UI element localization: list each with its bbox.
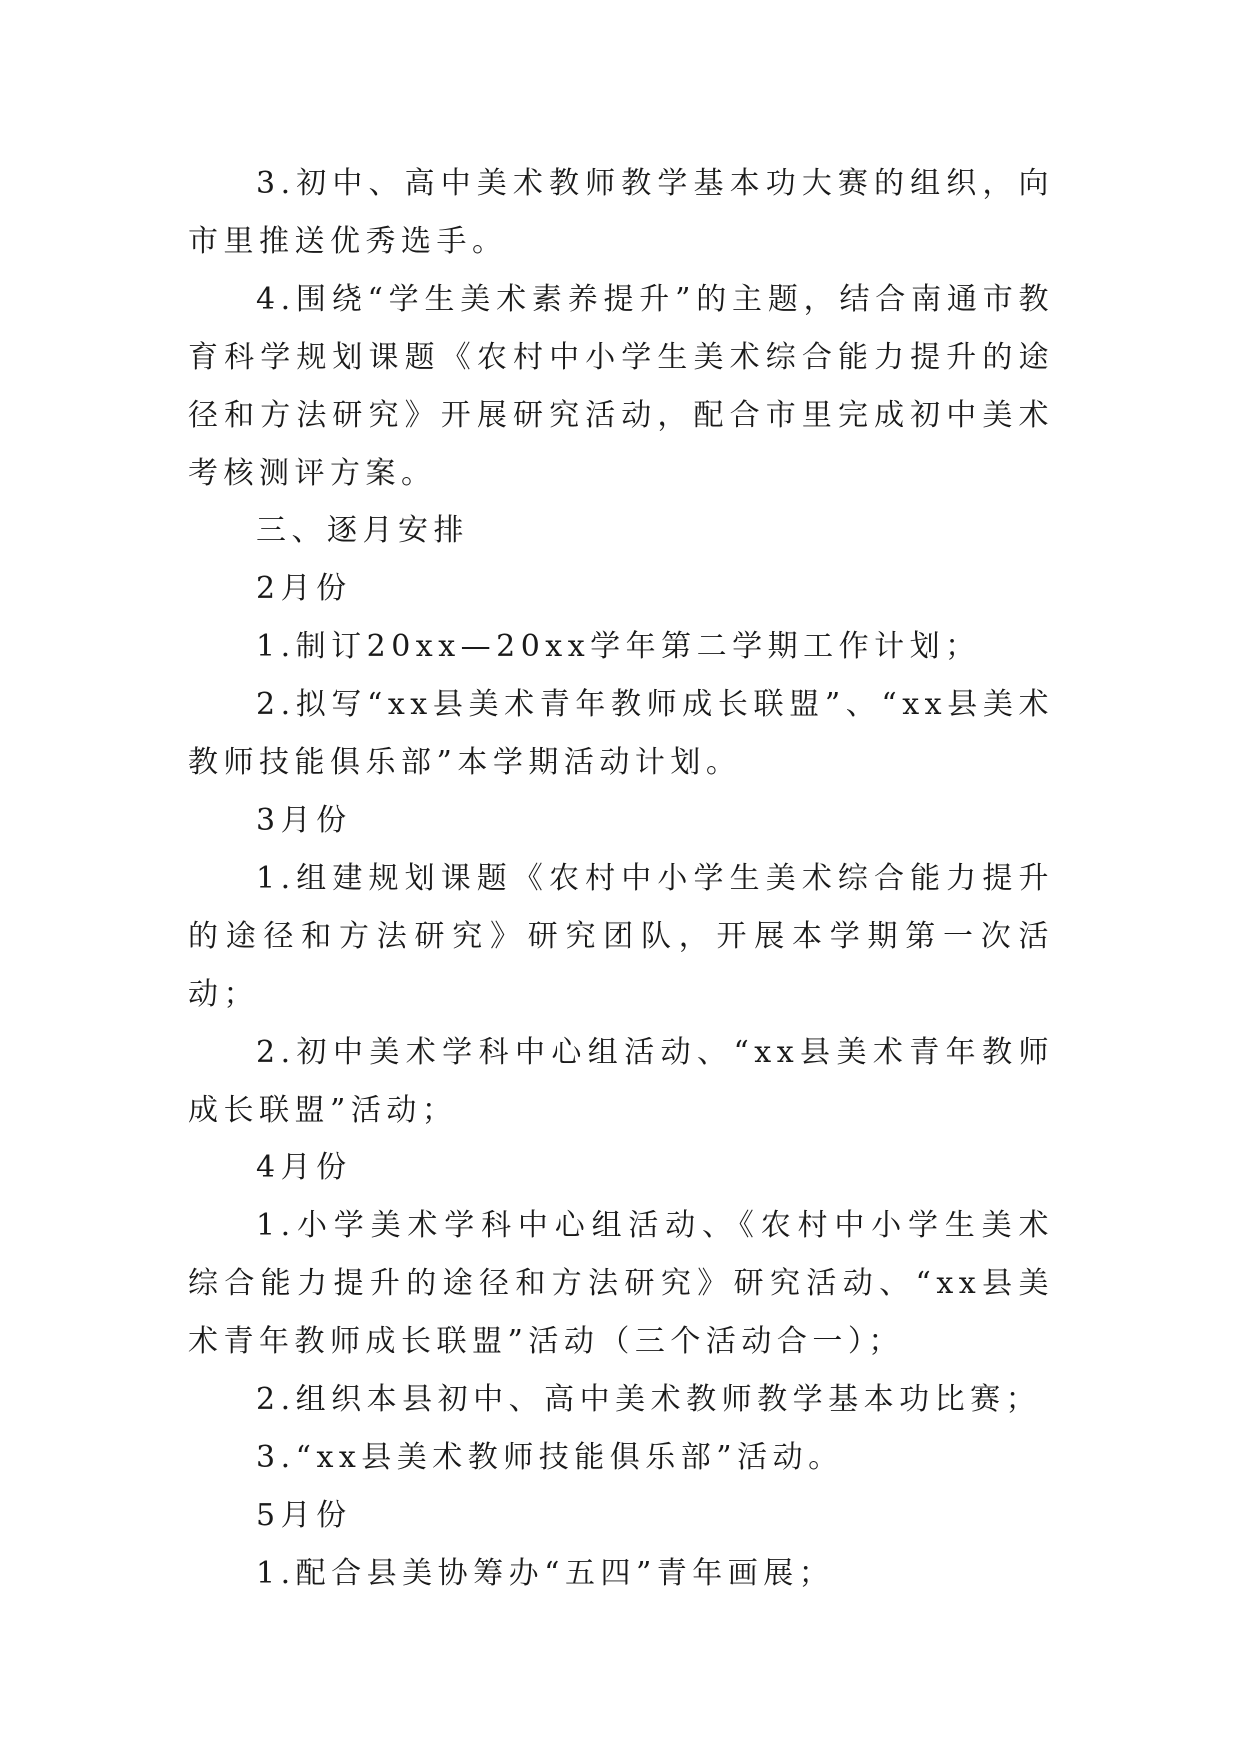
list-item: 2.拟写“xx县美术青年教师成长联盟”、“xx县美术教师技能俱乐部”本学期活动计划。 [188,687,1054,781]
document-body [188,155,1054,1603]
section-heading-monthly-schedule: 三、逐月安排 [256,513,469,549]
month-heading-april: 4月份 [256,1150,352,1186]
paragraph-item-3-selection: 3.初中、高中美术教师教学基本功大赛的组织，向市里推送优秀选手。 [188,166,1054,259]
month-heading-february: 2月份 [256,571,352,607]
month-heading-march: 3月份 [256,802,352,838]
list-item: 1.组建规划课题《农村中小学生美术综合能力提升的途径和方法研究》研究团队，开展本学期第一次活动； [188,860,1054,1012]
list-item: 1.小学美术学科中心组活动、《农村中小学生美术综合能力提升的途径和方法研究》研究活动、“xx县美术青年教师成长联盟”活动（三个活动合一）； [188,1208,1054,1360]
paragraph-item-4-research: 4.围绕“学生美术素养提升”的主题，结合南通市教育科学规划课题《农村中小学生美术综合能力提升的途径和方法研究》开展研究活动，配合市里完成初中美术考核测评方案。 [188,281,1054,491]
month-heading-may: 5月份 [256,1497,352,1533]
list-item: 3.“xx县美术教师技能俱乐部”活动。 [256,1439,844,1475]
list-item: 2.组织本县初中、高中美术教师教学基本功比赛； [256,1382,1042,1418]
list-item: 2.初中美术学科中心组活动、“xx县美术青年教师成长联盟”活动； [188,1034,1054,1128]
list-item: 1.制订20xx—20xx学年第二学期工作计划； [256,629,981,665]
list-item: 1.配合县美协筹办“五四”青年画展； [256,1555,835,1591]
